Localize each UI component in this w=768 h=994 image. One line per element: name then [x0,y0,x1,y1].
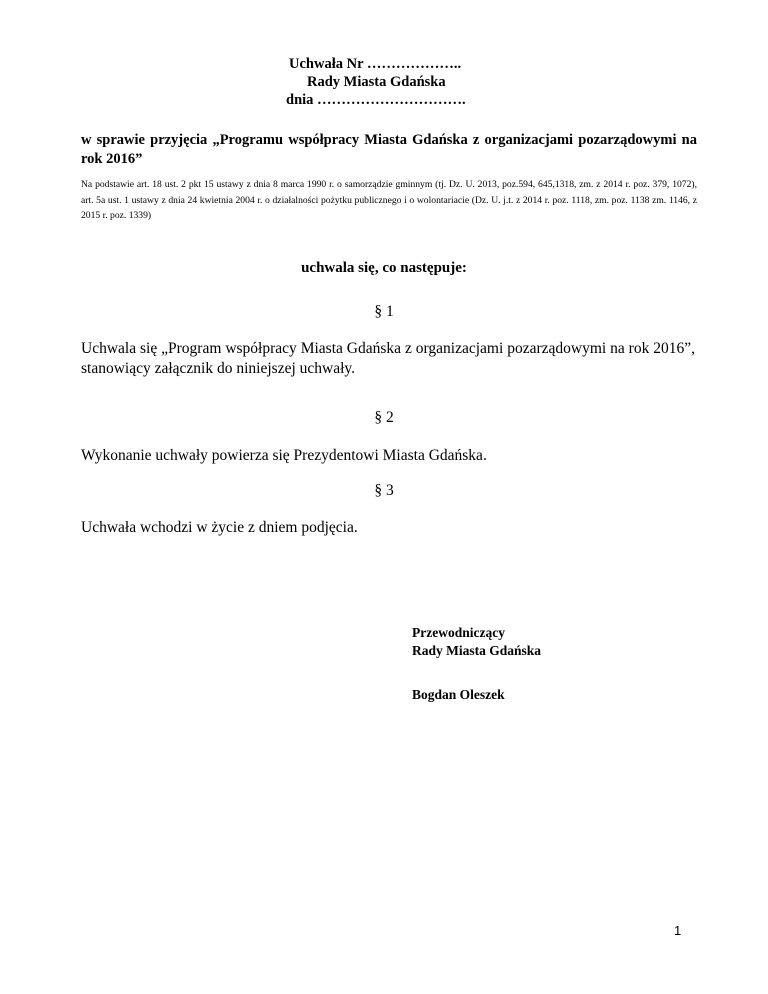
section-2-text: Wykonanie uchwały powierza się Prezydentowi Miasta Gdańska. [81,447,487,464]
resolution-subject: w sprawie przyjęcia „Programu współpracy Miasta Gdańska z organizacjami pozarządowymi na rok 2016” [81,132,697,167]
legal-basis: Na podstawie art. 18 ust. 2 pkt 15 ustawy z dnia 8 marca 1990 r. o samorządzie gminnym (tj. Dz. U. 2013, poz.594, 645,1318, zm. z 2014 r. poz. 379, 1072), art. 5a ust. 1 ustawy z dnia 24 kwietnia 2004 r. o działalności pożytku publicznego i o wolontariacie (Dz. U. j.t. z 2014 r. poz. 1118, zm. poz. 1138 zm. 1146, z 2015 r. poz. 1339) [81,179,697,221]
section-3-text: Uchwała wchodzi w życie z dniem podjęcia. [81,519,358,536]
section-3-sign: § 3 [374,482,394,499]
section-1-sign: § 1 [374,303,394,320]
resolution-number-line: Uchwała Nr ……………….. [289,56,462,72]
resolves-heading: uchwala się, co następuje: [301,260,467,276]
council-name-line: Rady Miasta Gdańska [307,74,446,90]
signature-council: Rady Miasta Gdańska [412,643,542,658]
section-1-text: Uchwala się „Program współpracy Miasta Gdańska z organizacjami pozarządowymi na rok 2016”, stanowiący załącznik do niniejszej uchwały. [81,340,695,377]
signature-title: Przewodniczący [412,625,505,640]
page-number: 1 [674,923,682,938]
section-2-sign: § 2 [374,409,394,426]
signature-name: Bogdan Oleszek [412,687,505,702]
date-line: dnia …………………………. [286,92,466,108]
